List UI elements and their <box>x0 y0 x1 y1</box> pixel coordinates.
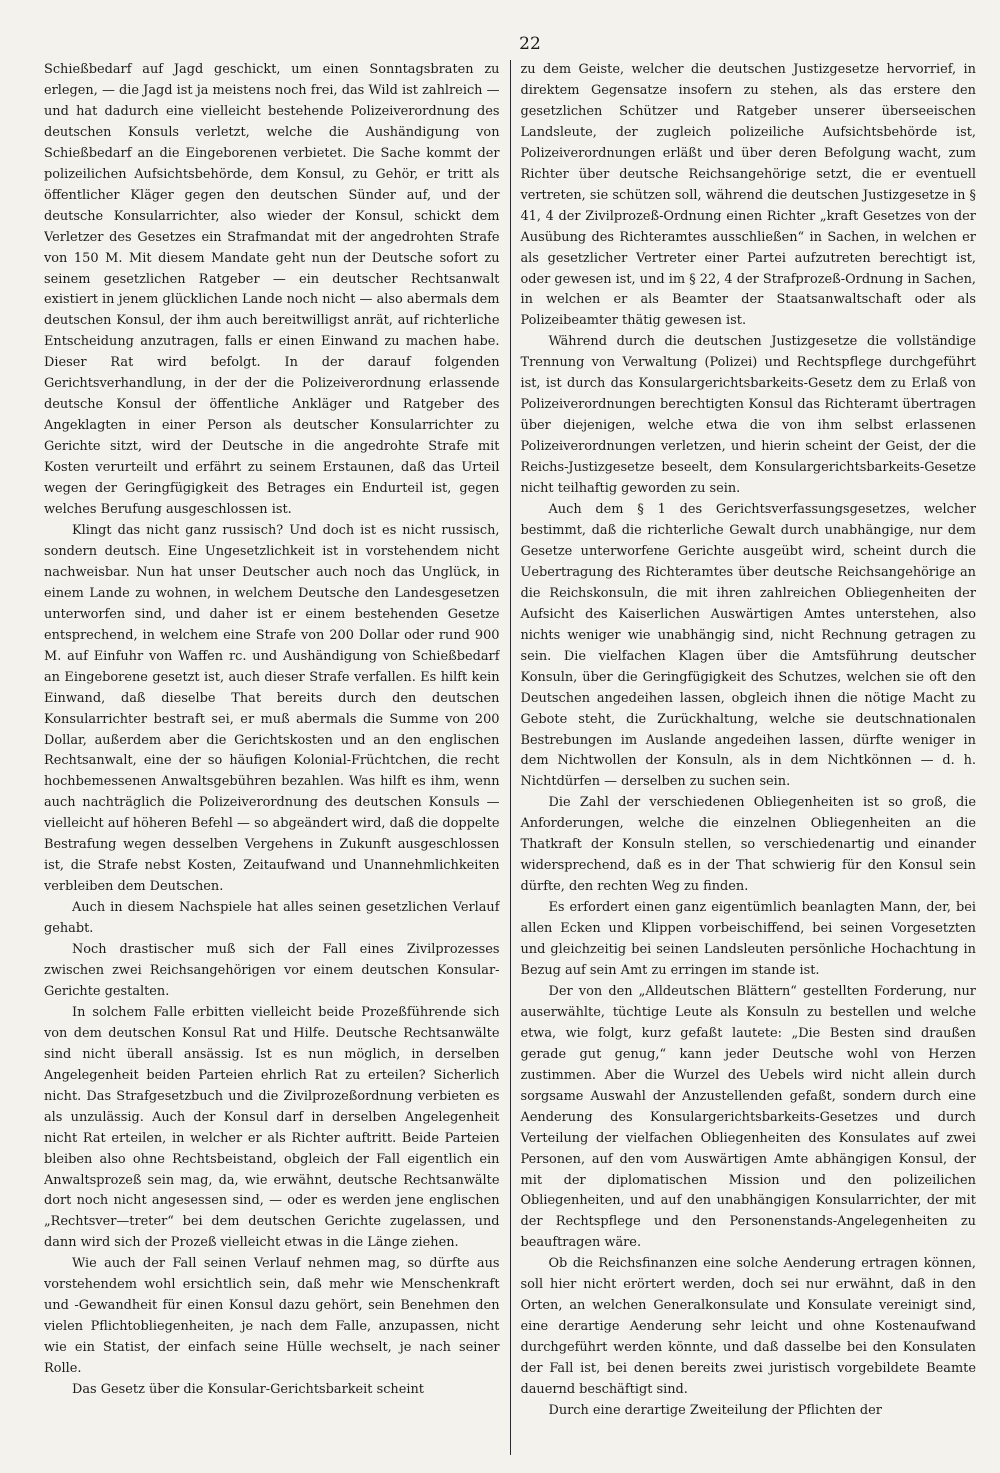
paragraph: Klingt das nicht ganz russisch? Und doch ist es nicht russisch, sondern deutsch. Eine Ungesetzlichkeit ist in vorstehendem nicht nachweisbar. Nun hat unser Deutscher auch noch das Unglück, in einem Lande zu wohnen, in welchem Deutsche den Landesgesetzen unterworfen sind, und daher ist er einem bestehenden Gesetze entsprechend, in welchem eine Strafe von 200 Dollar oder rund 900 M. auf Einfuhr von Waffen rc. und Aushändigung von Schießbedarf an Eingeborene gesetzt ist, auch dieser Strafe verfallen. Es hilft kein Einwand, daß dieselbe That bereits durch den deutschen Konsularrichter bestraft sei, er muß abermals die Summe von 200 Dollar, außerdem aber die Gerichtskosten und an den englischen Rechtsanwalt, eine der so häufigen Kolonial-Früchtchen, die recht hochbemessenen Anwaltsgebühren bezahlen. Was hilft es ihm, wenn auch nachträglich die Polizeiverordnung des deutschen Konsuls — vielleicht auf höheren Befehl — so abgeändert wird, daß die doppelte Bestrafung wegen desselben Vergehens in Zukunft ausgeschlossen ist, die Strafe nebst Kosten, Zeitaufwand und Unannehmlichkeiten verbleiben dem Deutschen. <box>44 522 500 895</box>
paragraph: Schießbedarf auf Jagd geschickt, um einen Sonntagsbraten zu erlegen, — die Jagd ist ja meistens noch frei, das Wild ist zahlreich — und hat dadurch eine vielleicht bestehende Polizeiverordnung des deutschen Konsuls verletzt, welche die Aushändigung von Schießbedarf an die Eingeborenen verbietet. Die Sache kommt der polizeilichen Aufsichtsbehörde, dem Konsul, zu Gehör, er tritt als öffentlicher Kläger gegen den deutschen Sünder auf, und der deutsche Konsularrichter, also wieder der Konsul, schickt dem Verletzer des Gesetzes ein Strafmandat mit der angedrohten Strafe von 150 M. Mit diesem Mandate geht nun der Deutsche sofort zu seinem gesetzlichen Ratgeber — ein deutscher Rechtsanwalt existiert in jenem glücklichen Lande noch nicht — also abermals dem deutschen Konsul, der ihm auch bereitwilligst anrät, auf richterliche Entscheidung anzutragen, falls er einen Einwand zu machen habe. Dieser Rat wird befolgt. In der darauf folgenden Gerichtsverhandlung, in der der die Polizeiverordnung erlassende deutsche Konsul der öffentliche Ankläger und Ratgeber des Angeklagten in einer Person als deutscher Konsularrichter zu Gerichte sitzt, wird der Deutsche in die angedrohte Strafe mit Kosten verurteilt und erfährt zu seinem Erstaunen, daß das Urteil wegen der Geringfügigkeit des Betrages ein Endurteil ist, gegen welches Berufung ausgeschlossen ist. <box>44 62 500 518</box>
paragraph: Der von den „Alldeutschen Blättern“ gestellten Forderung, nur auserwählte, tüchtige Leute als Konsuln zu bestellen und welche etwa, wie folgt, kurz gefaßt lautete: „Die Besten sind draußen gerade gut genug,“ kann jeder Deutsche wohl von Herzen zustimmen. Aber die Wurzel des Uebels wird nicht allein durch sorgsame Auswahl der Anzustellenden gefaßt, sondern durch eine Aenderung des Konsulargerichtsbarkeits-Gesetzes und durch Verteilung der vielfachen Obliegenheiten des Konsulates auf zwei Personen, auf den vom Auswärtigen Amte abhängigen Konsul, der mit der diplomatischen Mission und den polizeilichen Obliegenheiten, und auf den unabhängigen Konsularrichter, der mit der Rechtspflege und den Personenstands-Angelegenheiten zu beauftragen wäre. <box>520 983 976 1251</box>
paragraph: Noch drastischer muß sich der Fall eines Zivilprozesses zwischen zwei Reichsangehörigen vor einem deutschen Konsular-Gerichte gestalten. <box>44 942 500 999</box>
paragraph: Wie auch der Fall seinen Verlauf nehmen mag, so dürfte aus vorstehendem wohl ersichtlich sein, daß mehr wie Menschenkraft und -Gewandheit für einen Konsul dazu gehört, sein Benehmen den vielen Pflichtobliegenheiten, je nach dem Falle, anzupassen, nicht wie ein Statist, der einfach seine Hülle wechselt, je nach seiner Rolle. <box>44 1256 500 1377</box>
paragraph: Die Zahl der verschiedenen Obliegenheiten ist so groß, die Anforderungen, welche die einzelnen Obliegenheiten an die Thatkraft der Konsuln stellen, so verschiedenartig und einander widersprechend, daß es in der That schwierig für den Konsul sein dürfte, den rechten Weg zu finden. <box>520 795 976 895</box>
column-divider <box>510 60 511 1455</box>
left-column <box>44 60 500 1455</box>
paragraph: Es erfordert einen ganz eigentümlich beanlagten Mann, der, bei allen Ecken und Klippen vorbeischiffend, bei seinen Vorgesetzten und gleichzeitig bei seinen Landsleuten persönliche Hochachtung in Bezug auf sein Amt zu erringen im stande ist. <box>520 900 976 978</box>
paragraph: zu dem Geiste, welcher die deutschen Justizgesetze hervorrief, in direktem Gegensatze insofern zu stehen, als das erstere den gesetzlichen Schützer und Ratgeber unserer überseeischen Landsleute, der zugleich polizeiliche Aufsichtsbehörde ist, Polizeiverordnungen erläßt und über deren Befolgung wacht, zum Richter über deutsche Reichsangehörige setzt, die er eventuell vertreten, sie schützen soll, während die deutschen Justizgesetze in § 41, 4 der Zivilprozeß-Ordnung einen Richter „kraft Gesetzes von der Ausübung des Richteramtes ausschließen“ in Sachen, in welchen er als gesetzlicher Vertreter einer Partei aufzutreten berechtigt ist, oder gewesen ist, und im § 22, 4 der Strafprozeß-Ordnung in Sachen, in welchen er als Beamter der Staatsanwaltschaft oder als Polizeibeamter thätig gewesen ist. <box>520 62 976 329</box>
paragraph: Das Gesetz über die Konsular-Gerichtsbarkeit scheint <box>72 1382 424 1398</box>
paragraph: Auch dem § 1 des Gerichtsverfassungsgesetzes, welcher bestimmt, daß die richterliche Gewalt durch unabhängige, nur dem Gesetze unterworfene Gerichte ausgeübt wird, scheint durch die Uebertragung des Richteramtes über deutsche Reichsangehörige an die Reichskonsuln, die mit ihren zahlreichen Obliegenheiten der Aufsicht des Kaiserlichen Auswärtigen Amtes unterstehen, also nichts weniger wie unabhängig sind, nicht Rechnung getragen zu sein. Die vielfachen Klagen über die Amtsführung deutscher Konsuln, über die Geringfügigkeit des Schutzes, welchen sie oft den Deutschen angedeihen lassen, obgleich ihnen die nötige Macht zu Gebote steht, die Zurückhaltung, welche sie deutschnationalen Bestrebungen im Auslande angedeihen lassen, dürfte weniger in dem Nichtwollen der Konsuln, als in dem Nichtkönnen — d. h. Nichtdürfen — derselben zu suchen sein. <box>520 502 976 790</box>
text-columns <box>44 60 976 1455</box>
paragraph: Während durch die deutschen Justizgesetze die vollständige Trennung von Verwaltung (Polizei) und Rechtspflege durchgeführt ist, ist durch das Konsulargerichtsbarkeits-Gesetz dem zu Erlaß von Polizeiverordnungen berechtigten Konsul das Richteramt übertragen über diejenigen, welche etwa die von ihm selbst erlassenen Polizeiverordnungen verletzen, und hierin scheint der Geist, der die Reichs-Justizgesetze beseelt, dem Konsulargerichtsbarkeits-Gesetze nicht teilhaftig geworden zu sein. <box>520 334 976 497</box>
paragraph: Durch eine derartige Zweiteilung der Pflichten der <box>548 1403 882 1418</box>
right-column <box>520 60 976 1455</box>
paragraph: Ob die Reichsfinanzen eine solche Aenderung ertragen können, soll hier nicht erörtert werden, doch sei nur erwähnt, daß in den Orten, an welchen Generalkonsulate und Konsulate vereinigt sind, eine derartige Aenderung sehr leicht und ohne Kostenaufwand durchgeführt werden könnte, und daß dasselbe bei den Konsulaten der Fall ist, bei denen bereits zwei juristisch vorgebildete Beamte dauernd beschäftigt sind. <box>520 1256 976 1398</box>
page-number: 22 <box>519 34 541 54</box>
paragraph: In solchem Falle erbitten vielleicht beide Prozeßführende sich von dem deutschen Konsul Rat und Hilfe. Deutsche Rechtsanwälte sind nicht überall ansässig. Ist es nun möglich, in derselben Angelegenheit beiden Parteien ehrlich Rat zu erteilen? Sicherlich nicht. Das Strafgesetzbuch und die Zivilprozeßordnung verbieten es als unzulässig. Auch der Konsul darf in derselben Angelegenheit nicht Rat erteilen, in welcher er als Richter auftritt. Beide Parteien bleiben also ohne Rechtsbeistand, obgleich der Fall eigentlich ein Anwaltsprozeß sein mag, da, wie erwähnt, deutsche Rechtsanwälte dort noch nicht angesessen sind, — oder es werden jene englischen „Rechtsver—treter“ bei dem deutschen Gerichte zugelassen, und dann wird sich der Prozeß vielleicht etwas in die Länge ziehen. <box>44 1004 500 1251</box>
paragraph: Auch in diesem Nachspiele hat alles seinen gesetzlichen Verlauf gehabt. <box>44 900 500 937</box>
